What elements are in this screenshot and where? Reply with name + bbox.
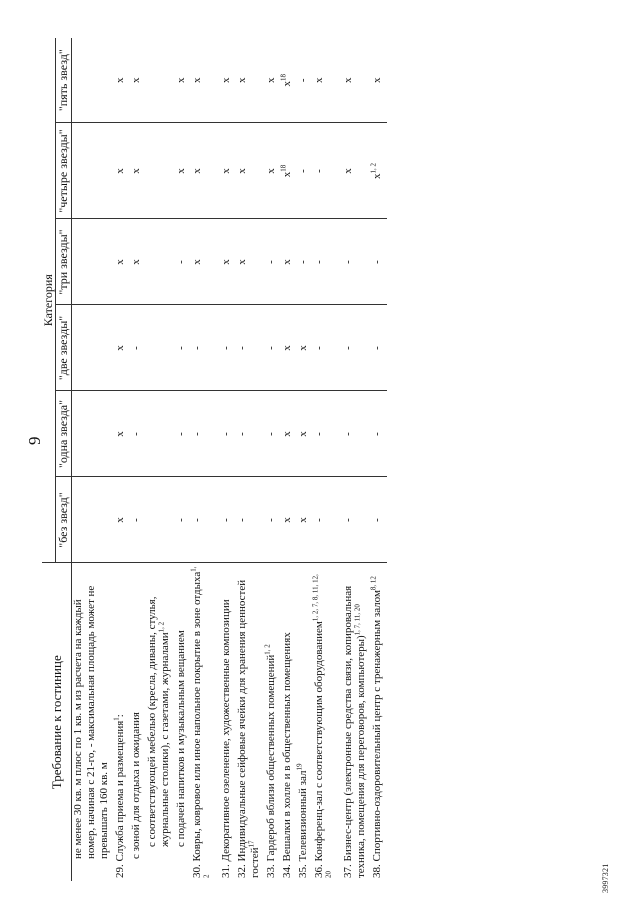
category-mark: - <box>130 391 143 477</box>
table-row <box>72 38 112 881</box>
category-mark: - <box>265 305 278 391</box>
category-mark: - <box>236 477 262 563</box>
category-mark: - <box>175 305 188 391</box>
page-number: 9 <box>25 436 44 445</box>
footnote-ref: 1 <box>112 717 121 721</box>
requirement-text: 38. Спортивно-оздоровительный центр с тренажерным залом$^{8, 12}$ <box>371 563 384 881</box>
footnote-ref: 1, 2, 7, 8, 11, 12, 20 <box>311 574 333 878</box>
category-mark: - <box>371 305 384 391</box>
table-row <box>342 38 368 881</box>
category-mark: - <box>297 78 309 83</box>
category-mark: x <box>175 77 187 83</box>
category-mark: x <box>236 219 262 305</box>
category-mark: - <box>130 477 143 563</box>
category-mark: - <box>265 477 278 563</box>
category-mark <box>72 305 112 391</box>
requirement-text: с подачей напитков и музыкальным вещанием <box>175 563 188 881</box>
column-header: "без звезд" <box>56 477 72 563</box>
category-mark: - <box>313 219 339 305</box>
table-row <box>313 38 339 881</box>
category-mark: - <box>342 219 368 305</box>
requirements-table <box>42 38 387 881</box>
category-mark: x <box>281 305 294 391</box>
category-mark: - <box>130 305 143 391</box>
category-mark: x <box>220 77 232 83</box>
table-row <box>114 38 127 881</box>
category-mark: x <box>371 77 383 83</box>
category-mark: - <box>313 123 339 219</box>
category-mark: x <box>114 305 127 391</box>
category-mark: x <box>114 477 127 563</box>
category-mark: $x^{1, 2}$ <box>371 123 384 219</box>
footnote-ref: 19 <box>295 763 304 771</box>
table-row <box>281 38 294 881</box>
column-header: "три звезды" <box>56 219 72 305</box>
category-mark <box>72 38 112 123</box>
category-mark: x <box>281 219 294 305</box>
category-mark: - <box>265 391 278 477</box>
table-row <box>175 38 188 881</box>
category-mark: x <box>281 391 294 477</box>
requirement-text: 34. Вешалки в холле и в общественных помещениях <box>281 563 294 881</box>
table-row <box>130 38 143 881</box>
category-mark: - <box>342 477 368 563</box>
category-mark <box>72 391 112 477</box>
category-mark: x <box>297 477 310 563</box>
category-mark: - <box>313 391 339 477</box>
category-mark: x <box>114 123 127 219</box>
category-mark <box>146 219 172 305</box>
category-mark: - <box>297 123 310 219</box>
category-mark: x <box>236 77 248 83</box>
requirement-text: 30. Ковры, ковровое или иное напольное покрытие в зоне отдыха$^{1, 2}$ <box>191 563 217 881</box>
footnote-ref: 8, 12 <box>369 576 378 591</box>
category-mark: - <box>175 391 188 477</box>
category-mark: - <box>175 219 188 305</box>
table-row <box>220 38 233 881</box>
category-mark: x <box>342 77 354 83</box>
table-row <box>265 38 278 881</box>
category-mark: - <box>313 305 339 391</box>
category-mark: - <box>191 477 217 563</box>
category-mark: $x^{18}$ <box>279 73 293 87</box>
category-mark: - <box>297 219 310 305</box>
requirement-text: 36. Конференц-зал с соответствующим оборудованием$^{1, 2, 7, 8, 11, 12, 20}$ <box>313 563 339 881</box>
table-row <box>371 38 384 881</box>
requirement-text: с соответствующей мебелью (кресла, диваны, стулья, журнальные столики), с газетами, журналами$^{1, 2}$ <box>146 563 172 881</box>
requirement-text: не менее 30 кв. м плюс по 1 кв. м из расчета на каждый номер, начиная с 21-го, - максимальная площадь может не превышать 160 кв. м <box>72 563 112 881</box>
category-mark: x <box>297 391 310 477</box>
column-header: "пять звезд" <box>56 38 72 123</box>
requirement-text: с зоной для отдыха и ожидания <box>130 563 143 881</box>
table-row <box>191 38 217 881</box>
category-mark: x <box>265 123 278 219</box>
category-mark: x <box>175 123 188 219</box>
category-mark: - <box>313 477 339 563</box>
column-header: "две звезды" <box>56 305 72 391</box>
row-gap <box>384 38 387 881</box>
table-row <box>146 38 172 881</box>
category-mark: - <box>236 305 262 391</box>
category-mark: - <box>220 305 233 391</box>
category-mark: x <box>130 77 142 83</box>
category-mark: - <box>191 305 217 391</box>
category-mark: x <box>130 123 143 219</box>
category-mark: x <box>297 305 310 391</box>
category-mark: - <box>371 477 384 563</box>
footnote-ref: 18 <box>279 164 288 172</box>
footnote-ref: 1, 2 <box>263 644 272 655</box>
category-mark <box>146 123 172 219</box>
footnote-ref: 1, 2 <box>157 621 166 633</box>
category-mark: - <box>236 391 262 477</box>
column-header: "одна звезда" <box>56 391 72 477</box>
requirement-text: 29. Служба приема и размещения$^1$: <box>114 563 127 881</box>
category-mark <box>146 38 172 123</box>
category-mark: - <box>220 477 233 563</box>
category-mark <box>72 123 112 219</box>
category-mark: - <box>371 219 384 305</box>
table-row <box>297 38 310 881</box>
footnote-ref: 17 <box>247 840 256 848</box>
category-mark: - <box>371 391 384 477</box>
requirement-header: Требование к гостинице <box>42 563 72 881</box>
document-code: 3997321 <box>601 863 610 893</box>
category-mark: x <box>236 123 262 219</box>
category-mark: x <box>191 77 203 83</box>
category-header: Категория <box>42 38 56 563</box>
requirement-text: 35. Телевизионный зал$^{19}$ <box>297 563 310 881</box>
category-mark: x <box>191 219 217 305</box>
requirement-text: 31. Декоративное озеленение, художественные композиции <box>220 563 233 881</box>
table-body <box>72 38 388 881</box>
category-mark: $x^{18}$ <box>281 123 294 219</box>
category-mark: - <box>175 477 188 563</box>
column-header: "четыре звезды" <box>56 123 72 219</box>
category-mark: x <box>220 123 233 219</box>
category-mark <box>146 391 172 477</box>
footnote-ref: 1, 7, 11, 20 <box>353 604 362 636</box>
category-mark <box>72 219 112 305</box>
requirement-text: 33. Гардероб вблизи общественных помещений$^{1, 2}$ <box>265 563 278 881</box>
category-mark: x <box>265 77 277 83</box>
category-mark: - <box>265 219 278 305</box>
category-mark: x <box>191 123 217 219</box>
category-mark: x <box>130 219 143 305</box>
footnote-ref: 1, 2 <box>369 163 378 174</box>
category-mark: - <box>220 391 233 477</box>
category-mark: - <box>191 391 217 477</box>
category-mark <box>146 305 172 391</box>
category-mark: x <box>281 477 294 563</box>
category-mark: x <box>114 77 126 83</box>
category-mark: x <box>313 77 325 83</box>
category-mark: - <box>342 391 368 477</box>
category-mark: x <box>114 391 127 477</box>
table-row <box>236 38 262 881</box>
category-mark: - <box>342 305 368 391</box>
requirement-text: 37. Бизнес-центр (электронные средства связи, копировальная техника, помещения для переговоров, компьютеры)$^{1, 7, 11, 20}$ <box>342 563 368 881</box>
category-mark <box>72 477 112 563</box>
category-mark: x <box>114 219 127 305</box>
category-mark <box>146 477 172 563</box>
category-mark: x <box>342 123 368 219</box>
footnote-ref: 1, 2 <box>189 566 211 878</box>
footnote-ref: 18 <box>279 73 288 81</box>
category-mark: x <box>220 219 233 305</box>
requirement-text: 32. Индивидуальные сейфовые ячейки для хранения ценностей гостей$^{17}$ <box>236 563 262 881</box>
